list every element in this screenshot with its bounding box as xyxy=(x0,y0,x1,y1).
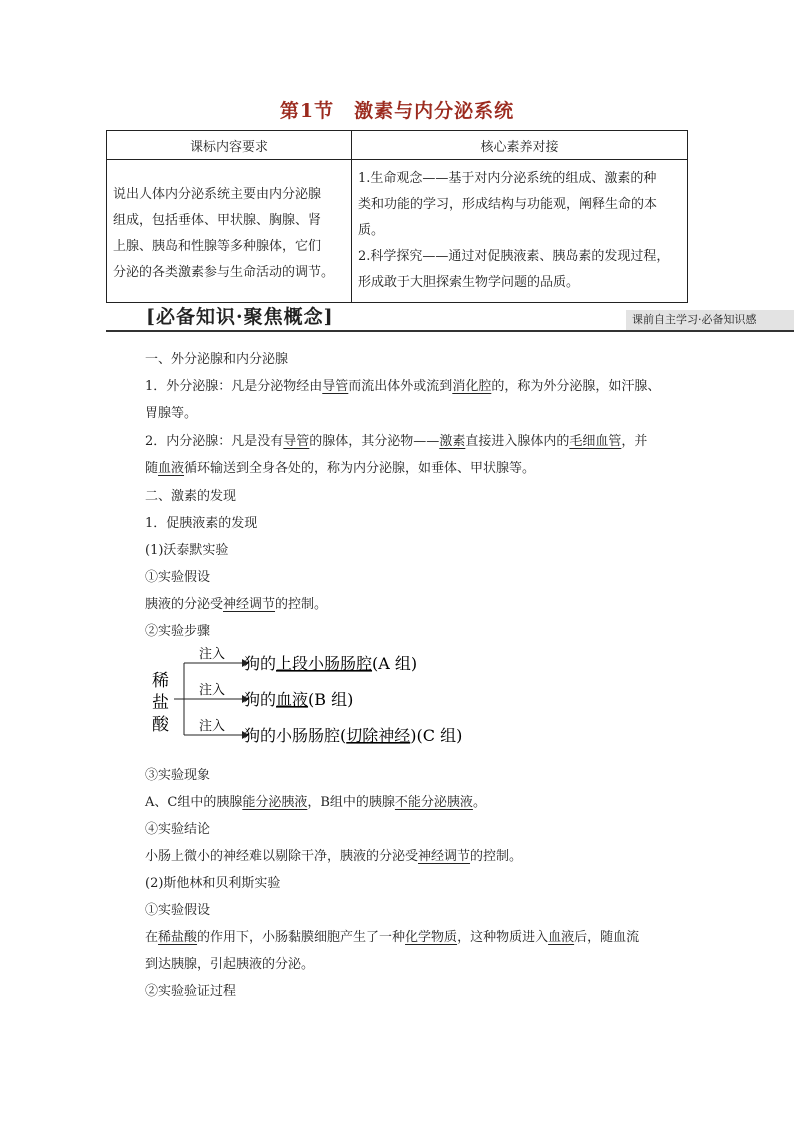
source-char: 盐 xyxy=(152,693,169,713)
hypothesis-2-text-cont: 到达胰腺，引起胰液的分泌。 xyxy=(145,957,315,972)
table-cell-left xyxy=(107,160,352,303)
table-right-line: 1.生命观念——基于对内分泌系统的组成、激素的种 xyxy=(358,171,657,186)
table-right-line: 质。 xyxy=(358,223,385,238)
conclusion-text: 小肠上微小的神经难以剔除干净，胰液的分泌受神经调节的控制。 xyxy=(145,849,523,864)
table-left-line: 组成，包括垂体、甲状腺、胸腺、肾 xyxy=(113,213,322,228)
observation-text: A、C组中的胰腺能分泌胰液，B组中的胰腺不能分泌胰液。 xyxy=(145,795,486,810)
table-left-line: 说出人体内分泌系统主要由内分泌腺 xyxy=(113,187,322,202)
page-title: 第1节 激素与内分泌系统 xyxy=(279,100,515,122)
table-right-line: 形成敢于大胆探索生物学问题的品质。 xyxy=(358,275,580,290)
heading-2: 二、激素的发现 xyxy=(145,489,237,504)
experiment-diagram xyxy=(144,642,504,754)
label-observation: ③实验现象 xyxy=(145,768,211,783)
section-heading: [必备知识·聚焦概念] xyxy=(146,306,334,328)
paragraph-exocrine-cont: 胃腺等。 xyxy=(145,406,198,421)
group-c-label: 狗的小肠肠腔(切除神经)(C 组) xyxy=(244,726,463,745)
paragraph-endocrine-cont: 随血液循环输送到全身各处的，称为内分泌腺，如垂体、甲状腺等。 xyxy=(145,461,536,476)
label-hypothesis-2: ①实验假设 xyxy=(145,903,211,918)
hypothesis-text: 胰液的分泌受神经调节的控制。 xyxy=(145,597,328,612)
source-char: 稀 xyxy=(152,671,169,691)
hypothesis-2-text: 在稀盐酸的作用下，小肠黏膜细胞产生了一种化学物质，这种物质进入血液后，随血流 xyxy=(145,930,640,945)
paragraph-exocrine: 1．外分泌腺：凡是分泌物经由导管而流出体外或流到消化腔的，称为外分泌腺，如汗腺、 xyxy=(145,379,661,394)
table-right-line: 2.科学探究——通过对促胰液素、胰岛素的发现过程， xyxy=(358,249,670,264)
subheading-wertheimer: (1)沃泰默实验 xyxy=(145,543,229,558)
table-left-line: 分泌的各类激素参与生命活动的调节。 xyxy=(113,265,335,280)
section-tag: 课前自主学习·必备知识感 xyxy=(626,310,794,330)
label-verification: ②实验验证过程 xyxy=(145,984,237,999)
label-steps: ②实验步骤 xyxy=(145,624,211,639)
inject-label: 注入 xyxy=(199,683,226,698)
table-right-line: 类和功能的学习，形成结构与功能观，阐释生命的本 xyxy=(358,197,658,212)
section-divider xyxy=(106,330,794,332)
label-conclusion: ④实验结论 xyxy=(145,822,211,837)
table-header-left: 课标内容要求 xyxy=(107,131,352,160)
paragraph-endocrine: 2．内分泌腺：凡是没有导管的腺体，其分泌物——激素直接进入腺体内的毛细血管，并 xyxy=(145,434,648,449)
group-b-label: 狗的血液(B 组) xyxy=(244,690,354,709)
requirements-table xyxy=(106,130,688,303)
section-header xyxy=(106,302,794,332)
table-left-line: 上腺、胰岛和性腺等多种腺体，它们 xyxy=(113,239,322,254)
subheading-secretin: 1．促胰液素的发现 xyxy=(145,516,258,531)
table-header-right: 核心素养对接 xyxy=(352,131,688,160)
source-char: 酸 xyxy=(152,715,169,735)
heading-1: 一、外分泌腺和内分泌腺 xyxy=(145,352,289,367)
label-hypothesis: ①实验假设 xyxy=(145,570,211,585)
inject-label: 注入 xyxy=(199,647,226,662)
group-a-label: 狗的上段小肠肠腔(A 组) xyxy=(244,654,418,673)
table-cell-right xyxy=(352,160,688,303)
inject-label: 注入 xyxy=(199,719,226,734)
subheading-starling-bayliss: (2)斯他林和贝利斯实验 xyxy=(145,876,281,891)
